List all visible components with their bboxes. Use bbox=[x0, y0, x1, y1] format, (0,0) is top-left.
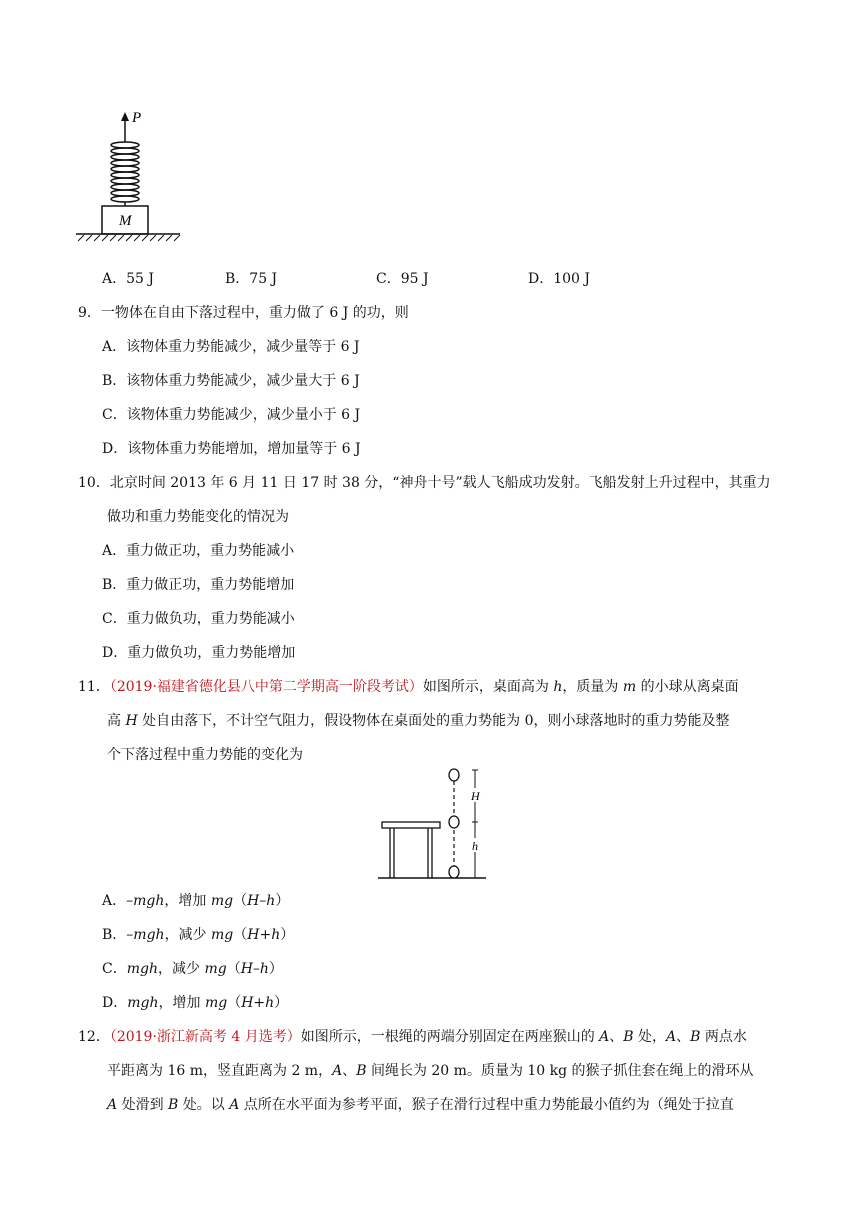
q12-source: （2019·浙江新高考 4 月选考） bbox=[109, 1029, 301, 1045]
force-arrowhead bbox=[121, 112, 129, 121]
q8-option-b-key: B． bbox=[225, 271, 250, 287]
q11-option-b-p2: ，减少 bbox=[164, 927, 212, 943]
q12-l3-5: 点所在水平面为参考平面，猴子在滑行过程中重力势能最小值约为（绳处于拉直 bbox=[239, 1097, 734, 1113]
q10-option-b-key: B． bbox=[102, 577, 127, 593]
q11-option-b-p4: （ bbox=[233, 927, 248, 943]
q11-option-a-p3: mg bbox=[210, 893, 234, 909]
q12-l1-6: 、 bbox=[676, 1029, 691, 1045]
q10-option-d-key: D． bbox=[102, 645, 128, 661]
q10-option-c-key: C． bbox=[102, 611, 127, 627]
q11-option-b-p5: H+h bbox=[247, 927, 281, 943]
q12-l3-1: 处滑到 bbox=[117, 1097, 169, 1113]
q12-l2-B: B bbox=[356, 1063, 367, 1079]
q11-text-2b: 处自由落下，不计空气阻力，假设物体在桌面处的重力势能为 0，则小球落地时的重力势能及整 bbox=[137, 713, 730, 729]
table-ball-figure bbox=[374, 764, 490, 882]
q11-option-b-p6: ） bbox=[280, 927, 295, 943]
q10-option-b-text: 重力做正功，重力势能增加 bbox=[126, 577, 295, 593]
q11-option-a-p1: –mgh bbox=[126, 893, 165, 909]
q12-stem-line2 bbox=[107, 1060, 754, 1080]
q11-option-a[interactable] bbox=[102, 890, 289, 910]
q11-option-a-p4: （ bbox=[233, 893, 248, 909]
q9-option-d-text: 该物体重力势能增加，增加量等于 6 J bbox=[127, 441, 361, 457]
q9-number: 9． bbox=[78, 305, 101, 321]
q8-option-b-text: 75 J bbox=[249, 271, 278, 287]
q11-source: （2019·福建省德化县八中第二学期高一阶段考试） bbox=[109, 679, 423, 695]
label-H: H bbox=[471, 789, 480, 803]
q12-l1-0: 如图所示，一根绳的两端分别固定在两座猴山的 bbox=[300, 1029, 600, 1045]
q11-option-c-key: C． bbox=[102, 961, 127, 977]
q11-option-c[interactable] bbox=[102, 958, 283, 978]
q12-stem-line3 bbox=[107, 1094, 734, 1114]
q8-option-a-text: 55 J bbox=[126, 271, 155, 287]
q9-stem bbox=[78, 302, 409, 322]
q9-option-b[interactable] bbox=[102, 370, 360, 390]
q8-option-b[interactable] bbox=[225, 268, 277, 288]
q11-text-2a: 高 bbox=[107, 713, 126, 729]
q8-option-d-text: 100 J bbox=[553, 271, 591, 287]
q10-stem-text-1: 北京时间 2013 年 6 月 11 日 17 时 38 分，“神舟十号”载人飞船成功发射。飞船发射上升过程中，其重力 bbox=[109, 475, 771, 491]
q12-l2-2: 、 bbox=[342, 1063, 357, 1079]
q8-option-a[interactable] bbox=[102, 268, 154, 288]
q12-l1-2: 、 bbox=[609, 1029, 624, 1045]
q12-stem-line1 bbox=[78, 1026, 747, 1046]
spring-block-figure bbox=[74, 108, 184, 244]
q11-option-c-p1: mgh bbox=[126, 961, 158, 977]
q11-stem-line2 bbox=[107, 710, 729, 730]
q11-option-b[interactable] bbox=[102, 924, 294, 944]
q11-option-a-p2: ，增加 bbox=[164, 893, 211, 909]
q8-option-d[interactable] bbox=[528, 268, 590, 288]
q11-option-d-p2: ，增加 bbox=[158, 995, 205, 1011]
q10-option-a-key: A． bbox=[102, 543, 127, 559]
q10-option-a[interactable] bbox=[102, 540, 294, 560]
q9-option-a-key: A． bbox=[102, 339, 127, 355]
q10-option-c-text: 重力做负功，重力势能减小 bbox=[126, 611, 295, 627]
q12-l3-A: A bbox=[107, 1097, 118, 1113]
q11-option-a-p6: ） bbox=[275, 893, 290, 909]
q11-option-c-p4: （ bbox=[226, 961, 241, 977]
q11-option-b-p3: mg bbox=[211, 927, 234, 943]
q8-option-c-text: 95 J bbox=[400, 271, 429, 287]
block-label: M bbox=[119, 213, 132, 229]
q12-l1-B2: B bbox=[690, 1029, 701, 1045]
ball-bottom bbox=[449, 866, 459, 878]
q11-option-d-p1: mgh bbox=[127, 995, 159, 1011]
q8-option-c-key: C． bbox=[376, 271, 401, 287]
q9-option-d[interactable] bbox=[102, 438, 361, 458]
label-h: h bbox=[472, 839, 478, 853]
q11-text-1b: ，质量为 bbox=[562, 679, 623, 695]
q10-option-a-text: 重力做正功，重力势能减小 bbox=[126, 543, 295, 559]
q11-option-d-p4: （ bbox=[227, 995, 242, 1011]
q12-l3-B: B bbox=[168, 1097, 179, 1113]
q10-stem-line1 bbox=[78, 472, 771, 492]
q12-l1-B: B bbox=[623, 1029, 634, 1045]
q11-option-b-p1: –mgh bbox=[126, 927, 165, 943]
q11-option-a-p5: H–h bbox=[247, 893, 276, 909]
q11-stem-line1 bbox=[78, 676, 739, 696]
q10-number: 10． bbox=[78, 475, 110, 491]
table-top bbox=[382, 822, 440, 828]
q8-option-a-key: A． bbox=[102, 271, 127, 287]
q9-option-b-key: B． bbox=[102, 373, 127, 389]
q11-option-d-p5: H+h bbox=[241, 995, 275, 1011]
q11-option-c-p5: H–h bbox=[240, 961, 269, 977]
q12-l2-A: A bbox=[332, 1063, 343, 1079]
q12-l1-8: 两点水 bbox=[700, 1029, 747, 1045]
q11-option-d[interactable] bbox=[102, 992, 288, 1012]
ball-middle bbox=[449, 816, 459, 828]
q11-var-h: h bbox=[553, 679, 563, 695]
q9-option-b-text: 该物体重力势能减少，减少量大于 6 J bbox=[126, 373, 360, 389]
q10-stem-line2: 做功和重力势能变化的情况为 bbox=[107, 509, 289, 525]
q11-option-b-key: B． bbox=[102, 927, 127, 943]
q12-l1-4: 处， bbox=[633, 1029, 667, 1045]
q11-option-d-p6: ） bbox=[274, 995, 289, 1011]
q11-option-c-p2: ，减少 bbox=[157, 961, 205, 977]
ball-top bbox=[449, 769, 459, 781]
q11-option-c-p6: ） bbox=[268, 961, 283, 977]
q11-option-d-key: D． bbox=[102, 995, 128, 1011]
q9-option-a[interactable] bbox=[102, 336, 360, 356]
q9-option-c[interactable] bbox=[102, 404, 360, 424]
force-label: P bbox=[132, 110, 142, 126]
q12-l3-3: 处。以 bbox=[178, 1097, 230, 1113]
q9-option-c-text: 该物体重力势能减少，减少量小于 6 J bbox=[126, 407, 361, 423]
q10-option-b[interactable] bbox=[102, 574, 294, 594]
q9-option-d-key: D． bbox=[102, 441, 128, 457]
q12-l2-0: 平距离为 16 m，竖直距离为 2 m， bbox=[107, 1063, 333, 1079]
q9-option-a-text: 该物体重力势能减少，减少量等于 6 J bbox=[126, 339, 360, 355]
q11-option-a-key: A． bbox=[102, 893, 127, 909]
q11-var-m: m bbox=[622, 679, 637, 695]
spring-coil bbox=[111, 142, 139, 206]
q11-text-1c: 的小球从离桌面 bbox=[636, 679, 739, 695]
q10-option-d-text: 重力做负功，重力势能增加 bbox=[127, 645, 296, 661]
q8-option-d-key: D． bbox=[528, 271, 554, 287]
q12-l2-4: 间绳长为 20 m。质量为 10 kg 的猴子抓住套在绳上的滑环从 bbox=[366, 1063, 754, 1079]
q12-l3-A2: A bbox=[229, 1097, 240, 1113]
q12-l1-A2: A bbox=[666, 1029, 677, 1045]
q11-text-1a: 如图所示，桌面高为 bbox=[422, 679, 554, 695]
q8-option-c[interactable] bbox=[376, 268, 429, 288]
q11-var-H: H bbox=[125, 713, 138, 729]
q9-option-c-key: C． bbox=[102, 407, 127, 423]
q10-option-d[interactable] bbox=[102, 642, 295, 662]
q9-stem-text: 一物体在自由下落过程中，重力做了 6 J 的功，则 bbox=[100, 305, 409, 321]
q12-number: 12． bbox=[78, 1029, 110, 1045]
q11-stem-line3: 个下落过程中重力势能的变化为 bbox=[107, 747, 303, 763]
q11-number: 11． bbox=[78, 679, 110, 695]
q11-option-c-p3: mg bbox=[204, 961, 227, 977]
ground-hatching bbox=[78, 235, 180, 241]
q11-option-d-p3: mg bbox=[204, 995, 228, 1011]
q12-l1-A: A bbox=[599, 1029, 610, 1045]
q10-option-c[interactable] bbox=[102, 608, 295, 628]
